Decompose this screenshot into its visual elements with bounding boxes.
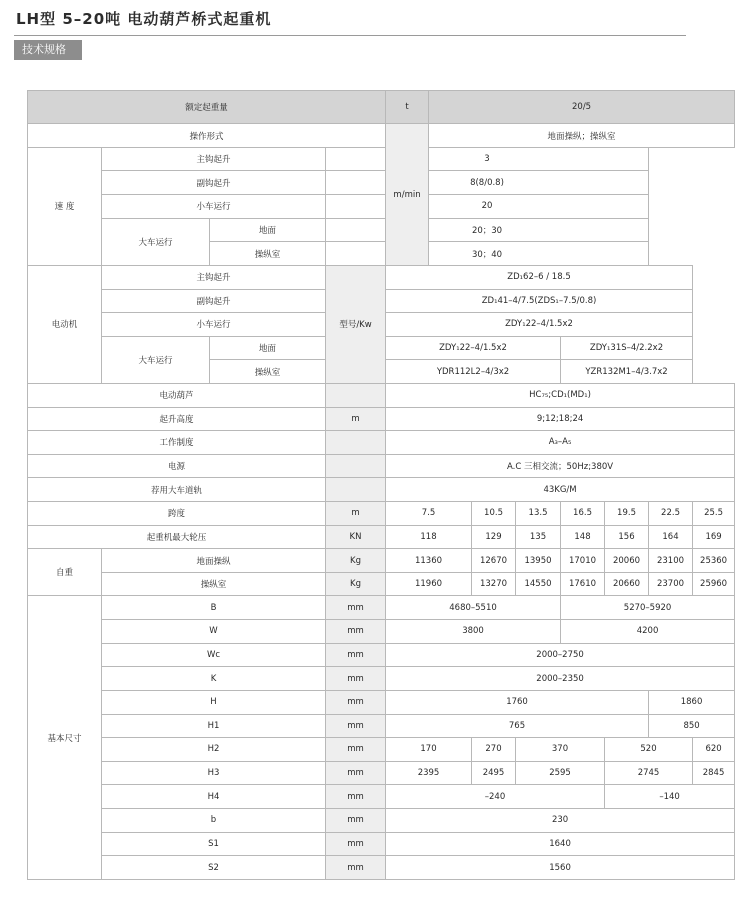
dim-k-label: K xyxy=(102,667,326,691)
dim-unit: mm xyxy=(326,667,386,691)
motor-ground-value-a: ZDY₁22–4/1.5x2 xyxy=(386,336,561,360)
dim-unit: mm xyxy=(326,832,386,856)
table-row xyxy=(28,761,735,785)
weight-cab-value: 13270 xyxy=(472,572,516,596)
dim-unit: mm xyxy=(326,714,386,738)
weight-ground-label: 地面操纵 xyxy=(102,549,326,573)
dim-h3-value: 2395 xyxy=(386,761,472,785)
motor-aux-hook-value: ZD₁41–4/7.5(ZDS₁–7.5/0.8) xyxy=(386,289,693,313)
dims-label: 基本尺寸 xyxy=(28,596,102,880)
weight-cab-value: 11960 xyxy=(386,572,472,596)
dim-small-b-value: 230 xyxy=(386,808,735,832)
dim-unit: mm xyxy=(326,643,386,667)
table-row xyxy=(28,832,735,856)
table-row xyxy=(28,596,735,620)
dim-h2-value: 370 xyxy=(516,738,605,762)
dim-s1-label: S1 xyxy=(102,832,326,856)
dim-unit: mm xyxy=(326,761,386,785)
table-row xyxy=(28,407,735,431)
motor-aux-hook-label: 副钩起升 xyxy=(102,289,326,313)
table-row xyxy=(28,147,735,171)
span-value: 10.5 xyxy=(472,502,516,526)
table-row xyxy=(28,738,735,762)
dim-h2-value: 270 xyxy=(472,738,516,762)
wheel-load-value: 118 xyxy=(386,525,472,549)
wheel-load-unit: KN xyxy=(326,525,386,549)
dim-h3-value: 2495 xyxy=(472,761,516,785)
speed-cab-value: 30；40 xyxy=(326,242,649,266)
table-row xyxy=(28,502,735,526)
dim-h3-value: 2845 xyxy=(693,761,735,785)
span-value: 16.5 xyxy=(561,502,605,526)
table-row xyxy=(28,91,735,124)
weight-ground-value: 11360 xyxy=(386,549,472,573)
wheel-load-value: 135 xyxy=(516,525,561,549)
dim-h-value-a: 1760 xyxy=(386,690,649,714)
dim-h4-value-a: –240 xyxy=(386,785,605,809)
dim-h1-label: H1 xyxy=(102,714,326,738)
weight-ground-value: 20060 xyxy=(605,549,649,573)
weight-cab-value: 17610 xyxy=(561,572,605,596)
lift-height-value: 9;12;18;24 xyxy=(386,407,735,431)
motor-ground-value-b: ZDY₁31S–4/2.2x2 xyxy=(561,336,693,360)
span-value: 25.5 xyxy=(693,502,735,526)
speed-ground-label: 地面 xyxy=(210,218,326,242)
wheel-load-label: 起重机最大轮压 xyxy=(28,525,326,549)
weight-ground-value: 12670 xyxy=(472,549,516,573)
dim-b-value-a: 4680–5510 xyxy=(386,596,561,620)
table-row xyxy=(28,454,735,478)
motor-ground-label: 地面 xyxy=(210,336,326,360)
table-row xyxy=(28,265,735,289)
rail-unit xyxy=(326,478,386,502)
lift-height-unit: m xyxy=(326,407,386,431)
speed-trolley-label: 小车运行 xyxy=(102,195,326,219)
speed-main-hook-value: 3 xyxy=(326,147,649,171)
rail-value: 43KG/M xyxy=(386,478,735,502)
dim-h-label: H xyxy=(102,690,326,714)
dim-h3-value: 2595 xyxy=(516,761,605,785)
rated-load-unit: t xyxy=(386,91,429,124)
dim-h2-value: 520 xyxy=(605,738,693,762)
wheel-load-value: 129 xyxy=(472,525,516,549)
motor-main-hook-label: 主钩起升 xyxy=(102,265,326,289)
lift-height-label: 起升高度 xyxy=(28,407,326,431)
table-row xyxy=(28,856,735,880)
motor-unit: 型号/Kw xyxy=(326,265,386,383)
weight-label: 自重 xyxy=(28,549,102,596)
weight-ground-value: 23100 xyxy=(649,549,693,573)
speed-trolley-value: 20 xyxy=(326,195,649,219)
operation-value: 地面操纵；操纵室 xyxy=(429,124,735,148)
dim-h4-value-b: –140 xyxy=(605,785,735,809)
page-title: LH型 5–20吨 电动葫芦桥式起重机 xyxy=(16,10,272,28)
duty-value: A₃–A₅ xyxy=(386,431,735,455)
dim-unit: mm xyxy=(326,690,386,714)
hoist-value: HC₇₅;CD₁(MD₁) xyxy=(386,383,735,407)
span-value: 7.5 xyxy=(386,502,472,526)
weight-ground-value: 25360 xyxy=(693,549,735,573)
span-value: 13.5 xyxy=(516,502,561,526)
dim-b-value-b: 5270–5920 xyxy=(561,596,735,620)
dim-h-value-b: 1860 xyxy=(649,690,735,714)
table-row xyxy=(28,549,735,573)
table-row xyxy=(28,785,735,809)
dim-h2-label: H2 xyxy=(102,738,326,762)
wheel-load-value: 164 xyxy=(649,525,693,549)
dim-h2-value: 620 xyxy=(693,738,735,762)
table-row xyxy=(28,525,735,549)
weight-ground-unit: Kg xyxy=(326,549,386,573)
duty-unit xyxy=(326,431,386,455)
weight-cab-value: 20660 xyxy=(605,572,649,596)
table-row xyxy=(28,808,735,832)
speed-cab-label: 操纵室 xyxy=(210,242,326,266)
table-row xyxy=(28,620,735,644)
rated-load-value: 20/5 xyxy=(429,91,735,124)
dim-b-label: B xyxy=(102,596,326,620)
weight-cab-value: 25960 xyxy=(693,572,735,596)
dim-h1-value-b: 850 xyxy=(649,714,735,738)
dim-s2-label: S2 xyxy=(102,856,326,880)
table-row xyxy=(28,572,735,596)
dim-w-value-a: 3800 xyxy=(386,620,561,644)
table-row xyxy=(28,218,735,242)
title-divider xyxy=(14,35,686,36)
power-label: 电源 xyxy=(28,454,326,478)
dim-h1-value-a: 765 xyxy=(386,714,649,738)
wheel-load-value: 156 xyxy=(605,525,649,549)
power-value: A.C 三相交流；50Hz;380V xyxy=(386,454,735,478)
motor-cab-label: 操纵室 xyxy=(210,360,326,384)
dim-s2-value: 1560 xyxy=(386,856,735,880)
dim-k-value: 2000–2350 xyxy=(386,667,735,691)
dim-s1-value: 1640 xyxy=(386,832,735,856)
table-row xyxy=(28,124,735,148)
hoist-label: 电动葫芦 xyxy=(28,383,326,407)
table-row xyxy=(28,478,735,502)
dim-unit: mm xyxy=(326,785,386,809)
spec-table xyxy=(27,90,735,880)
weight-cab-value: 23700 xyxy=(649,572,693,596)
speed-ground-value: 20；30 xyxy=(326,218,649,242)
weight-cab-value: 14550 xyxy=(516,572,561,596)
section-tab: 技术规格 xyxy=(14,40,82,60)
motor-label: 电动机 xyxy=(28,265,102,383)
dim-unit: mm xyxy=(326,738,386,762)
dim-unit: mm xyxy=(326,808,386,832)
span-unit: m xyxy=(326,502,386,526)
dim-unit: mm xyxy=(326,856,386,880)
speed-aux-hook-value: 8(8/0.8) xyxy=(326,171,649,195)
hoist-unit xyxy=(326,383,386,407)
span-value: 22.5 xyxy=(649,502,693,526)
span-label: 跨度 xyxy=(28,502,326,526)
span-value: 19.5 xyxy=(605,502,649,526)
weight-cab-label: 操纵室 xyxy=(102,572,326,596)
weight-ground-value: 13950 xyxy=(516,549,561,573)
table-row xyxy=(28,643,735,667)
motor-main-hook-value: ZD₁62–6 / 18.5 xyxy=(386,265,693,289)
power-unit xyxy=(326,454,386,478)
dim-h3-label: H3 xyxy=(102,761,326,785)
wheel-load-value: 169 xyxy=(693,525,735,549)
table-row xyxy=(28,690,735,714)
dim-unit: mm xyxy=(326,596,386,620)
rated-load-label: 额定起重量 xyxy=(28,91,386,124)
dim-h2-value: 170 xyxy=(386,738,472,762)
wheel-load-value: 148 xyxy=(561,525,605,549)
speed-aux-hook-label: 副钩起升 xyxy=(102,171,326,195)
dim-wc-label: Wc xyxy=(102,643,326,667)
motor-cab-value-a: YDR112L2–4/3x2 xyxy=(386,360,561,384)
motor-trolley-label: 小车运行 xyxy=(102,313,326,337)
table-row xyxy=(28,195,735,219)
table-row xyxy=(28,171,735,195)
motor-crane-travel-label: 大车运行 xyxy=(102,336,210,383)
table-row xyxy=(28,714,735,738)
dim-w-label: W xyxy=(102,620,326,644)
weight-ground-value: 17010 xyxy=(561,549,605,573)
motor-trolley-value: ZDY₁22–4/1.5x2 xyxy=(386,313,693,337)
dim-small-b-label: b xyxy=(102,808,326,832)
rail-label: 荐用大车道轨 xyxy=(28,478,326,502)
speed-label: 速 度 xyxy=(28,147,102,265)
table-row xyxy=(28,667,735,691)
operation-label: 操作形式 xyxy=(28,124,386,148)
speed-unit: m/min xyxy=(386,124,429,266)
table-row xyxy=(28,383,735,407)
table-row xyxy=(28,431,735,455)
weight-cab-unit: Kg xyxy=(326,572,386,596)
duty-label: 工作制度 xyxy=(28,431,326,455)
motor-cab-value-b: YZR132M1–4/3.7x2 xyxy=(561,360,693,384)
dim-unit: mm xyxy=(326,620,386,644)
dim-h3-value: 2745 xyxy=(605,761,693,785)
dim-w-value-b: 4200 xyxy=(561,620,735,644)
speed-main-hook-label: 主钩起升 xyxy=(102,147,326,171)
speed-crane-travel-label: 大车运行 xyxy=(102,218,210,265)
dim-wc-value: 2000–2750 xyxy=(386,643,735,667)
dim-h4-label: H4 xyxy=(102,785,326,809)
